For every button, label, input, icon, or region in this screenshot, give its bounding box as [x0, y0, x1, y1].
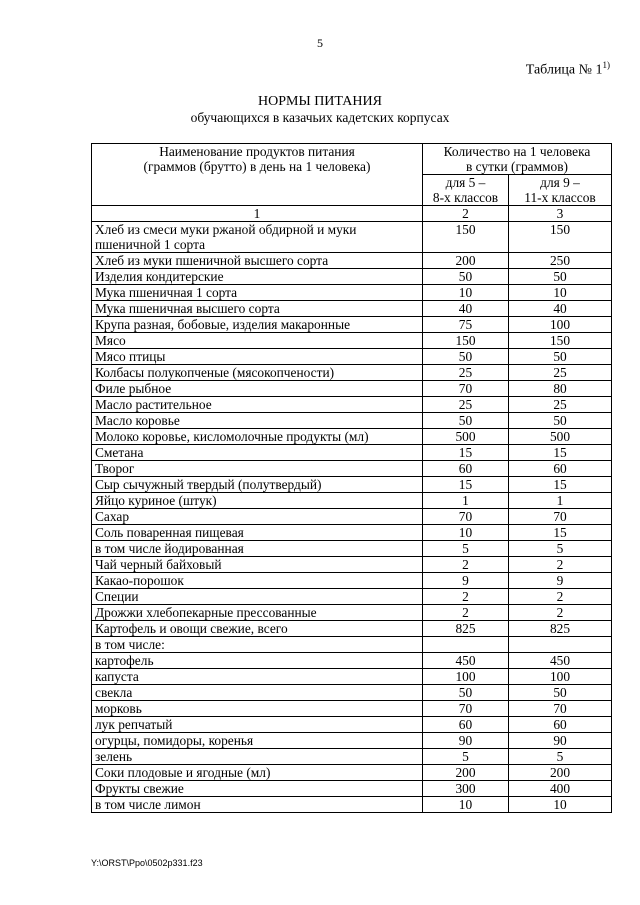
- table-row: [92, 413, 612, 429]
- grades-9-11-value: 5: [509, 541, 612, 557]
- grades-5-8-value: 2: [423, 557, 509, 573]
- grades-5-8-value: 15: [423, 477, 509, 493]
- grades-5-8-value: 1: [423, 493, 509, 509]
- header-product-name-line1: Наименование продуктов питания: [159, 144, 355, 159]
- table-row: [92, 349, 612, 365]
- product-name-cell: Колбасы полукопченые (мясокопчености): [92, 365, 423, 381]
- header-quantity-line1: Количество на 1 человека: [443, 144, 591, 159]
- product-name-cell: Мясо: [92, 333, 423, 349]
- grades-9-11-value: 70: [509, 509, 612, 525]
- table-row: [92, 733, 612, 749]
- grades-9-11-value: 450: [509, 653, 612, 669]
- header-grades-5-8: [423, 175, 509, 206]
- table-label: [526, 60, 610, 79]
- grades-9-11-value: 60: [509, 717, 612, 733]
- page-subtitle: обучающихся в казачьих кадетских корпусах: [190, 110, 450, 125]
- table-row: [92, 477, 612, 493]
- header-grades-5-8-line1: для 5 –: [445, 175, 486, 190]
- table-row: [92, 621, 612, 637]
- grades-9-11-value: 90: [509, 733, 612, 749]
- grades-5-8-value: 200: [423, 253, 509, 269]
- grades-5-8-value: 70: [423, 701, 509, 717]
- table-row: [92, 253, 612, 269]
- grades-9-11-value: 2: [509, 589, 612, 605]
- header-quantity: [423, 144, 612, 175]
- table-row: [92, 509, 612, 525]
- table-row: [92, 717, 612, 733]
- grades-5-8-value: [423, 637, 509, 653]
- table-row: [92, 429, 612, 445]
- product-name-cell: Сыр сычужный твердый (полутвердый): [92, 477, 423, 493]
- grades-5-8-value: 50: [423, 413, 509, 429]
- product-name-cell: свекла: [92, 685, 423, 701]
- column-number-2: 2: [423, 206, 509, 222]
- grades-5-8-value: 500: [423, 429, 509, 445]
- product-name-cell: Мука пшеничная высшего сорта: [92, 301, 423, 317]
- table-row: [92, 461, 612, 477]
- grades-9-11-value: 15: [509, 445, 612, 461]
- table-label-footnote: 1): [602, 60, 610, 70]
- product-name-cell: Специи: [92, 589, 423, 605]
- page-number: 5: [317, 36, 323, 50]
- grades-5-8-value: 9: [423, 573, 509, 589]
- table-row: [92, 381, 612, 397]
- grades-9-11-value: 25: [509, 365, 612, 381]
- table-row: [92, 637, 612, 653]
- grades-5-8-value: 50: [423, 349, 509, 365]
- product-name-cell: Хлеб из муки пшеничной высшего сорта: [92, 253, 423, 269]
- product-name-cell: Мясо птицы: [92, 349, 423, 365]
- product-name-cell: Хлеб из смеси муки ржаной обдирной и муки пшеничной 1 сорта: [92, 222, 423, 253]
- table-row: [92, 317, 612, 333]
- product-name-cell: капуста: [92, 669, 423, 685]
- product-name-cell: зелень: [92, 749, 423, 765]
- table-row: [92, 285, 612, 301]
- grades-9-11-value: 5: [509, 749, 612, 765]
- product-name-cell: Сахар: [92, 509, 423, 525]
- grades-5-8-value: 10: [423, 797, 509, 813]
- grades-5-8-value: 70: [423, 381, 509, 397]
- header-product-name: [92, 144, 423, 206]
- grades-9-11-value: 50: [509, 349, 612, 365]
- product-name-cell: Чай черный байховый: [92, 557, 423, 573]
- product-name-cell: Молоко коровье, кисломолочные продукты (мл): [92, 429, 423, 445]
- table-row: [92, 589, 612, 605]
- grades-9-11-value: 200: [509, 765, 612, 781]
- table-row: [92, 701, 612, 717]
- header-grades-9-11: [509, 175, 612, 206]
- grades-9-11-value: 60: [509, 461, 612, 477]
- product-name-cell: морковь: [92, 701, 423, 717]
- grades-9-11-value: 825: [509, 621, 612, 637]
- product-name-cell: огурцы, помидоры, коренья: [92, 733, 423, 749]
- grades-9-11-value: 150: [509, 333, 612, 349]
- grades-9-11-value: 500: [509, 429, 612, 445]
- table-row: [92, 445, 612, 461]
- product-name-cell: Соки плодовые и ягодные (мл): [92, 765, 423, 781]
- grades-5-8-value: 25: [423, 365, 509, 381]
- grades-5-8-value: 25: [423, 397, 509, 413]
- product-name-cell: в том числе лимон: [92, 797, 423, 813]
- column-number-3: 3: [509, 206, 612, 222]
- product-name-cell: Картофель и овощи свежие, всего: [92, 621, 423, 637]
- grades-5-8-value: 150: [423, 333, 509, 349]
- grades-5-8-value: 60: [423, 461, 509, 477]
- grades-9-11-value: 50: [509, 269, 612, 285]
- product-name-cell: Изделия кондитерские: [92, 269, 423, 285]
- table-row: [92, 541, 612, 557]
- table-row: [92, 301, 612, 317]
- product-name-cell: Какао-порошок: [92, 573, 423, 589]
- product-name-cell: Творог: [92, 461, 423, 477]
- table-row: [92, 557, 612, 573]
- table-row: [92, 749, 612, 765]
- table-body: [92, 222, 612, 813]
- grades-5-8-value: 450: [423, 653, 509, 669]
- product-name-cell: Мука пшеничная 1 сорта: [92, 285, 423, 301]
- grades-9-11-value: 400: [509, 781, 612, 797]
- grades-5-8-value: 10: [423, 525, 509, 541]
- table-row: [92, 781, 612, 797]
- header-grades-9-11-line2: 11-х классов: [524, 190, 596, 205]
- table-label-text: Таблица № 1: [525, 62, 603, 78]
- product-name-cell: в том числе йодированная: [92, 541, 423, 557]
- grades-9-11-value: 40: [509, 301, 612, 317]
- grades-5-8-value: 15: [423, 445, 509, 461]
- grades-5-8-value: 50: [423, 269, 509, 285]
- grades-5-8-value: 60: [423, 717, 509, 733]
- grades-9-11-value: [509, 637, 612, 653]
- grades-5-8-value: 200: [423, 765, 509, 781]
- grades-5-8-value: 2: [423, 589, 509, 605]
- grades-5-8-value: 2: [423, 605, 509, 621]
- grades-5-8-value: 5: [423, 749, 509, 765]
- header-product-name-line2: (граммов (брутто) в день на 1 человека): [143, 159, 371, 174]
- grades-9-11-value: 15: [509, 477, 612, 493]
- grades-9-11-value: 1: [509, 493, 612, 509]
- grades-9-11-value: 250: [509, 253, 612, 269]
- grades-5-8-value: 825: [423, 621, 509, 637]
- table-row: [92, 797, 612, 813]
- grades-9-11-value: 50: [509, 413, 612, 429]
- column-number-row: [92, 206, 612, 222]
- table-row: [92, 525, 612, 541]
- product-name-cell: Сметана: [92, 445, 423, 461]
- table-row: [92, 222, 612, 253]
- grades-9-11-value: 50: [509, 685, 612, 701]
- product-name-cell: Яйцо куриное (штук): [92, 493, 423, 509]
- grades-9-11-value: 25: [509, 397, 612, 413]
- grades-5-8-value: 5: [423, 541, 509, 557]
- table-row: [92, 269, 612, 285]
- product-name-cell: Крупа разная, бобовые, изделия макаронные: [92, 317, 423, 333]
- grades-5-8-value: 70: [423, 509, 509, 525]
- grades-5-8-value: 40: [423, 301, 509, 317]
- grades-9-11-value: 100: [509, 669, 612, 685]
- header-grades-9-11-line1: для 9 –: [540, 175, 580, 190]
- table-row: [92, 397, 612, 413]
- grades-9-11-value: 2: [509, 605, 612, 621]
- product-name-cell: Фрукты свежие: [92, 781, 423, 797]
- header-row-1: [92, 144, 612, 175]
- product-name-cell: в том числе:: [92, 637, 423, 653]
- header-grades-5-8-line2: 8-х классов: [432, 190, 499, 205]
- grades-5-8-value: 10: [423, 285, 509, 301]
- grades-5-8-value: 50: [423, 685, 509, 701]
- grades-9-11-value: 70: [509, 701, 612, 717]
- header-quantity-line2: в сутки (граммов): [465, 159, 569, 174]
- product-name-cell: картофель: [92, 653, 423, 669]
- product-name-cell: Дрожжи хлебопекарные прессованные: [92, 605, 423, 621]
- table-row: [92, 493, 612, 509]
- grades-9-11-value: 100: [509, 317, 612, 333]
- grades-9-11-value: 10: [509, 797, 612, 813]
- grades-9-11-value: 150: [509, 222, 612, 253]
- grades-5-8-value: 75: [423, 317, 509, 333]
- grades-5-8-value: 90: [423, 733, 509, 749]
- grades-5-8-value: 150: [423, 222, 509, 253]
- column-number-1: 1: [92, 206, 423, 222]
- file-path-footer: Y:\ORST\Ppo\0502p331.f23: [91, 858, 203, 868]
- product-name-cell: Филе рыбное: [92, 381, 423, 397]
- product-name-cell: Масло коровье: [92, 413, 423, 429]
- product-name-cell: Соль поваренная пищевая: [92, 525, 423, 541]
- grades-9-11-value: 10: [509, 285, 612, 301]
- product-name-cell: лук репчатый: [92, 717, 423, 733]
- grades-9-11-value: 2: [509, 557, 612, 573]
- grades-5-8-value: 100: [423, 669, 509, 685]
- grades-9-11-value: 9: [509, 573, 612, 589]
- table-row: [92, 605, 612, 621]
- grades-9-11-value: 80: [509, 381, 612, 397]
- table-row: [92, 685, 612, 701]
- table-row: [92, 653, 612, 669]
- page-title: НОРМЫ ПИТАНИЯ: [258, 94, 382, 109]
- table-row: [92, 573, 612, 589]
- nutrition-norms-table: [91, 143, 612, 813]
- table-row: [92, 765, 612, 781]
- product-name-cell: Масло растительное: [92, 397, 423, 413]
- table-row: [92, 333, 612, 349]
- grades-5-8-value: 300: [423, 781, 509, 797]
- table-row: [92, 669, 612, 685]
- grades-9-11-value: 15: [509, 525, 612, 541]
- table-row: [92, 365, 612, 381]
